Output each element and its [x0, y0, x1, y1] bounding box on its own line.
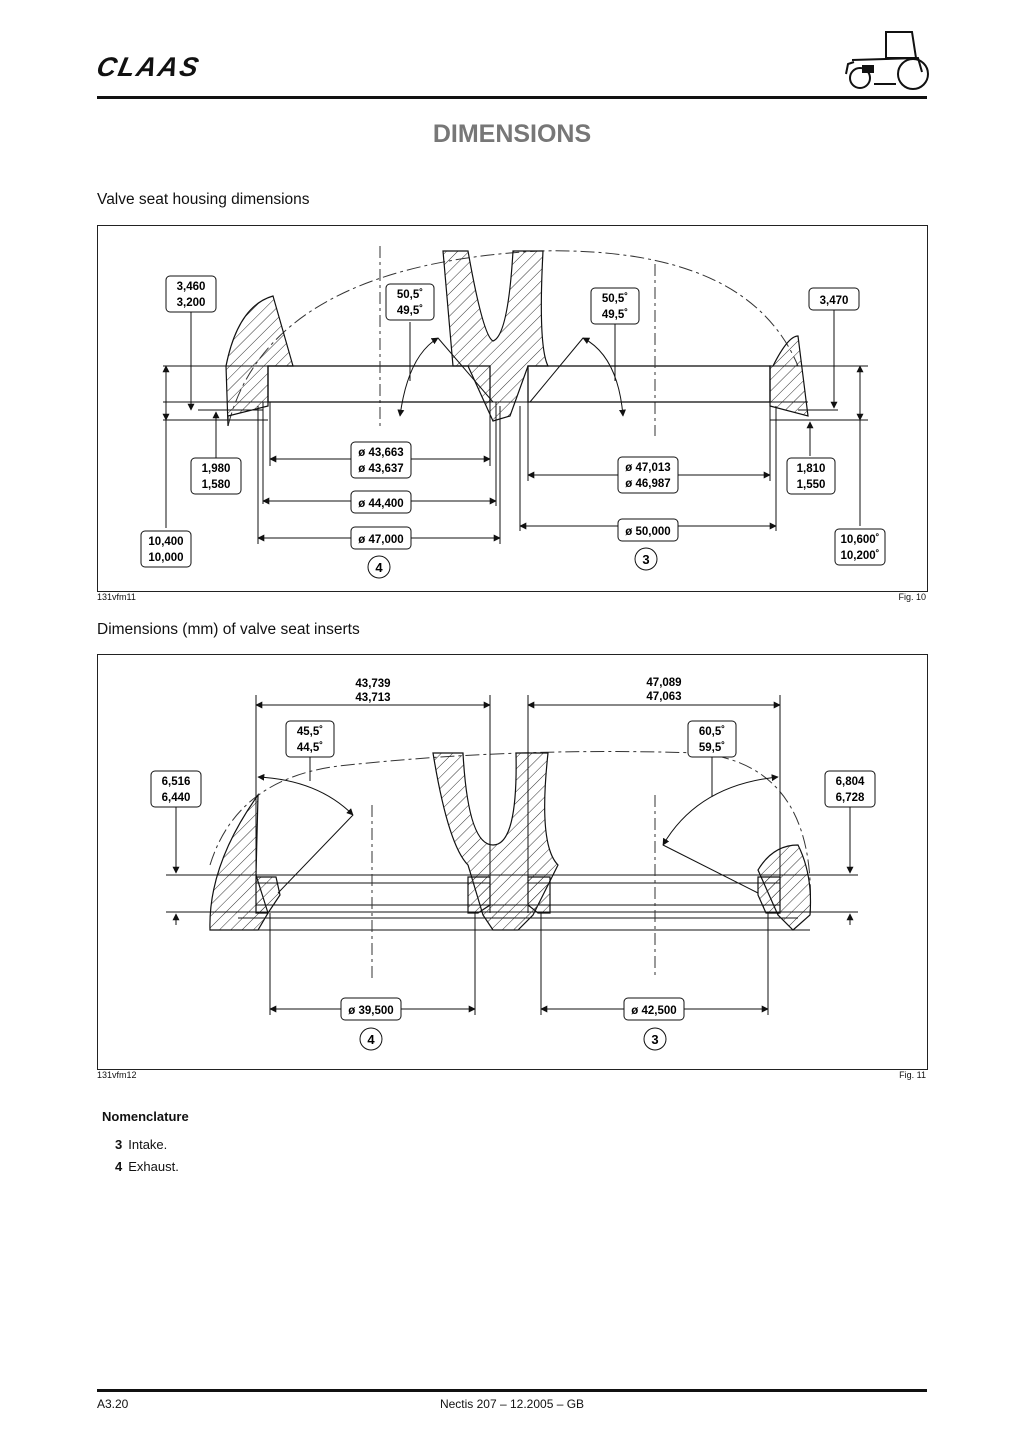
fig10-dim-d3a: 50,5˚: [601, 293, 629, 305]
nomenclature-num: 4: [115, 1159, 123, 1174]
fig10-dim-d5a: ø 43,663: [358, 447, 404, 459]
fig10-dim-d9: ø 44,400: [358, 498, 404, 510]
fig10-marker-exhaust: 4: [375, 560, 383, 575]
fig11-dim-e4b: 59,5˚: [698, 742, 726, 754]
fig11-code: 131vfm12: [97, 1070, 137, 1080]
fig11-dim-e2b: 47,063: [646, 691, 682, 703]
fig11-dim-e5a: 6,516: [161, 776, 191, 788]
fig11-section-title: Dimensions (mm) of valve seat inserts: [97, 621, 360, 638]
fig10-marker-intake: 3: [642, 552, 650, 567]
fig10-dim-d11b: 10,000: [148, 552, 184, 564]
fig10-dim-d8a: 1,810: [796, 463, 826, 475]
footer-rule: [97, 1389, 927, 1392]
fig11-marker-intake: 3: [651, 1032, 659, 1047]
fig11-dim-e1a: 43,739: [355, 678, 391, 690]
fig11-marker-exhaust: 4: [367, 1032, 375, 1047]
fig10-dim-d11a: 10,400: [148, 536, 184, 548]
nomenclature-num: 3: [115, 1137, 123, 1152]
list-item: [115, 1159, 179, 1174]
fig11-dim-e8: ø 42,500: [631, 1005, 677, 1017]
fig11-dim-e4a: 60,5˚: [698, 726, 726, 738]
fig11-dim-e6a: 6,804: [835, 776, 865, 788]
list-item: [115, 1137, 167, 1152]
fig11-dim-e3a: 45,5˚: [296, 726, 324, 738]
fig10-dim-d5b: ø 43,637: [358, 463, 404, 475]
fig10-dim-d1a: 3,460: [176, 281, 206, 293]
fig10-dim-d12: ø 47,000: [358, 534, 404, 546]
fig11-dim-e2a: 47,089: [646, 677, 682, 689]
fig10-dim-d13a: 10,600˚: [840, 534, 880, 546]
fig10-dim-d6a: 1,980: [201, 463, 231, 475]
fig10-code: 131vfm11: [97, 592, 136, 602]
fig10-dim-d13b: 10,200˚: [840, 550, 880, 562]
fig10-dim-d4: 3,470: [819, 295, 849, 307]
document-reference: Nectis 207 – 12.2005 – GB: [439, 1397, 585, 1411]
fig10-dim-d1b: 3,200: [176, 297, 206, 309]
fig10-dim-d2a: 50,5˚: [396, 289, 424, 301]
fig10-diagram: [97, 225, 928, 592]
fig11-label: Fig. 11: [899, 1070, 926, 1080]
fig10-dim-d7b: ø 46,987: [625, 478, 671, 490]
fig11-dim-e1b: 43,713: [355, 692, 391, 704]
fig10-dim-d2b: 49,5˚: [396, 305, 424, 317]
fig10-label: Fig. 10: [898, 592, 926, 602]
fig11-diagram: [97, 654, 928, 1070]
fig10-dim-d3b: 49,5˚: [601, 309, 629, 321]
fig10-dim-d8b: 1,550: [796, 479, 826, 491]
page-number: A3.20: [97, 1397, 129, 1411]
fig10-dim-d7a: ø 47,013: [625, 462, 671, 474]
fig10-section-title: Valve seat housing dimensions: [97, 191, 310, 208]
nomenclature-label: Exhaust.: [128, 1159, 179, 1174]
fig10-dim-d6b: 1,580: [201, 479, 231, 491]
header-rule: [97, 96, 927, 99]
claas-logo: CLAAS: [93, 52, 204, 82]
fig11-dim-e7: ø 39,500: [348, 1005, 394, 1017]
fig11-dim-e5b: 6,440: [161, 792, 191, 804]
page-title: DIMENSIONS: [432, 120, 592, 148]
nomenclature-title: Nomenclature: [102, 1109, 189, 1124]
nomenclature-label: Intake.: [128, 1137, 168, 1152]
fig10-dim-d10: ø 50,000: [625, 526, 671, 538]
fig11-dim-e3b: 44,5˚: [296, 742, 324, 754]
fig11-dim-e6b: 6,728: [835, 792, 865, 804]
tractor-icon: [838, 28, 930, 92]
